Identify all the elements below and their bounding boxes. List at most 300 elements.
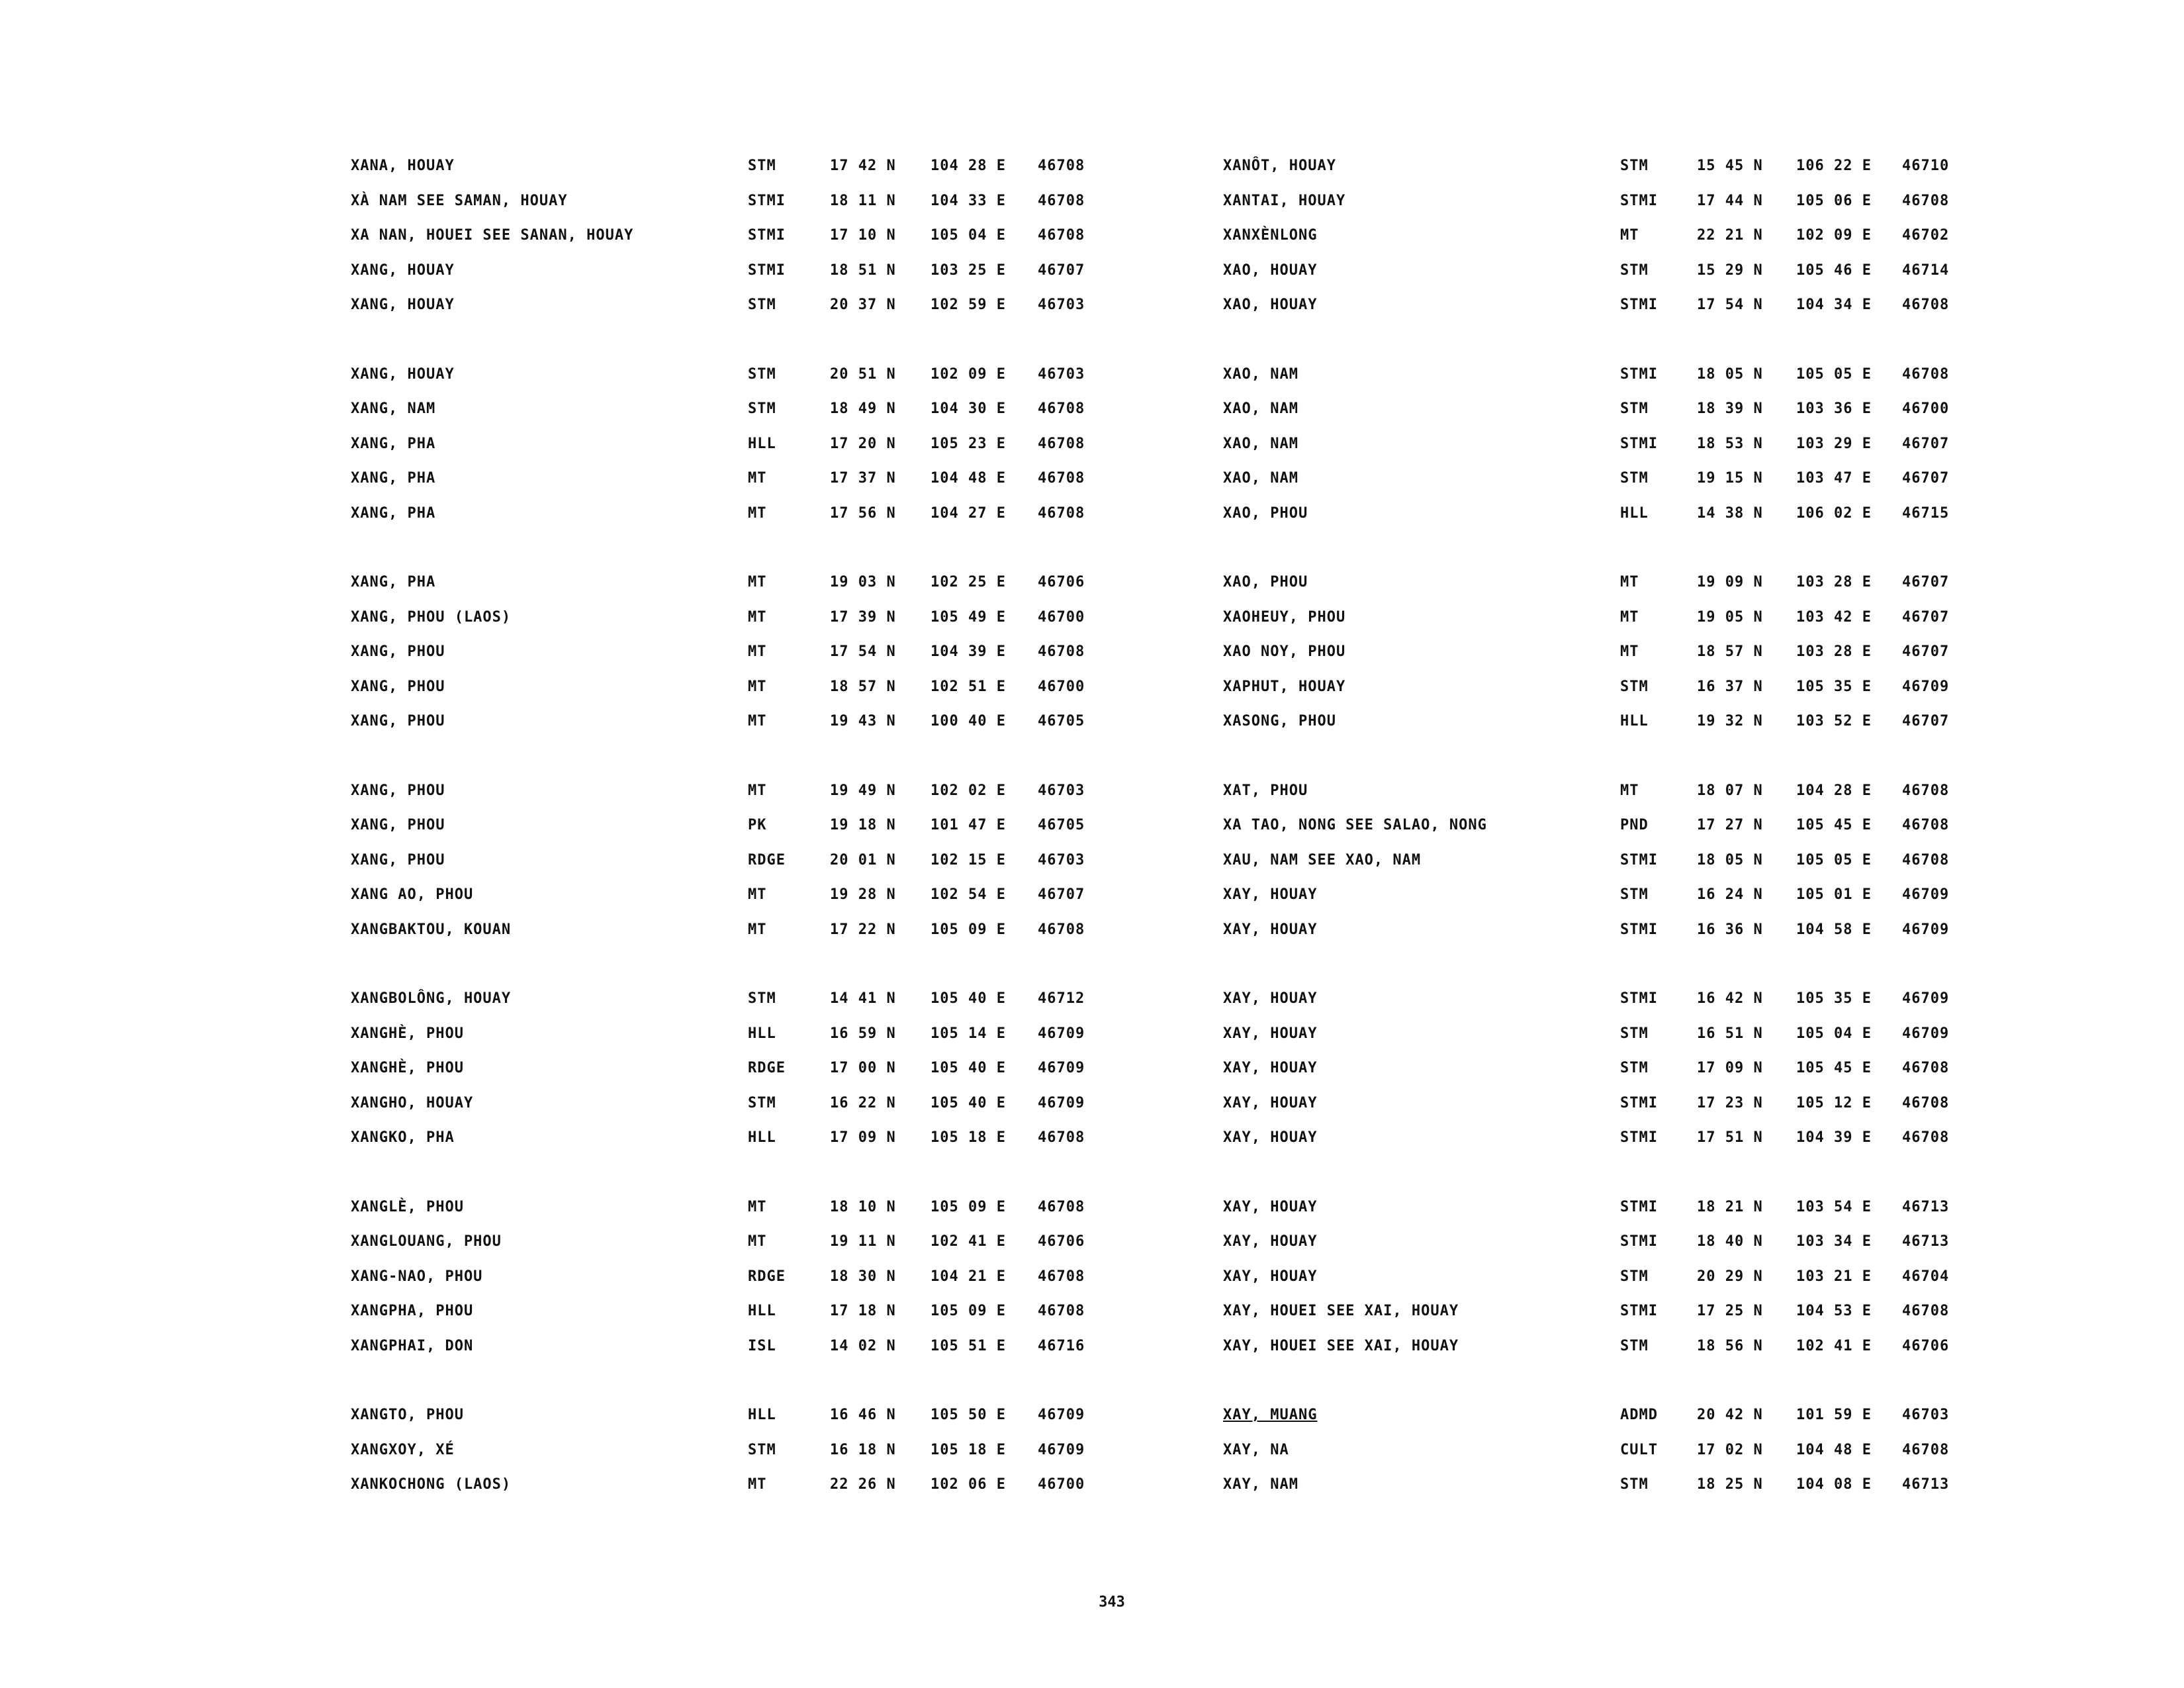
- latitude: 18 07 N: [1697, 782, 1763, 799]
- gazetteer-entry: [1223, 782, 2150, 818]
- feature-type: MT: [748, 713, 767, 729]
- map-code: 46709: [1902, 678, 1950, 695]
- feature-type: MT: [748, 886, 767, 903]
- longitude: 105 14 E: [931, 1025, 1006, 1042]
- feature-type: HLL: [748, 1407, 776, 1423]
- gazetteer-entry: [1223, 262, 2150, 297]
- gazetteer-entry: [351, 1129, 1277, 1164]
- map-code: 46707: [1902, 435, 1950, 452]
- gazetteer-entry: [1223, 921, 2150, 957]
- latitude: 16 59 N: [830, 1025, 896, 1042]
- longitude: 103 28 E: [1796, 643, 1872, 660]
- entry-name: XAY, MUANG: [1223, 1407, 1318, 1423]
- entry-name: XAO, PHOU: [1223, 504, 1308, 522]
- map-code: 46700: [1038, 678, 1085, 695]
- longitude: 105 09 E: [931, 921, 1006, 938]
- longitude: 104 30 E: [931, 400, 1006, 417]
- entry-name: XANG, PHA: [351, 574, 436, 590]
- longitude: 105 09 E: [931, 1198, 1006, 1215]
- map-code: 46708: [1902, 1129, 1950, 1146]
- gazetteer-entry: [1223, 1025, 2150, 1060]
- gazetteer-entry: [1223, 436, 2150, 471]
- map-code: 46708: [1902, 1060, 1950, 1076]
- entry-group: [351, 366, 1277, 540]
- latitude: 17 27 N: [1697, 817, 1763, 833]
- page-number: 343: [1099, 1594, 1125, 1611]
- longitude: 102 09 E: [931, 365, 1006, 383]
- longitude: 102 51 E: [931, 678, 1006, 695]
- longitude: 103 28 E: [1796, 574, 1872, 590]
- feature-type: STM: [748, 990, 776, 1007]
- map-code: 46706: [1038, 1233, 1085, 1250]
- map-code: 46707: [1902, 574, 1950, 590]
- feature-type: STMI: [1620, 1303, 1658, 1319]
- map-code: 46708: [1902, 1303, 1950, 1319]
- feature-type: STMI: [748, 261, 786, 279]
- entry-name: XAY, HOUAY: [1223, 1198, 1318, 1215]
- latitude: 14 38 N: [1697, 504, 1763, 522]
- map-code: 46707: [1902, 608, 1950, 626]
- latitude: 20 42 N: [1697, 1407, 1763, 1423]
- gazetteer-entry: [1223, 713, 2150, 748]
- entry-group: [1223, 782, 2150, 957]
- map-code: 46708: [1038, 158, 1085, 174]
- latitude: 16 24 N: [1697, 886, 1763, 903]
- feature-type: MT: [748, 782, 767, 799]
- latitude: 19 05 N: [1697, 608, 1763, 626]
- map-code: 46703: [1038, 782, 1085, 799]
- longitude: 105 40 E: [931, 1060, 1006, 1076]
- right-column: [1223, 158, 2150, 1546]
- longitude: 102 41 E: [931, 1233, 1006, 1250]
- longitude: 105 40 E: [931, 990, 1006, 1007]
- latitude: 18 40 N: [1697, 1233, 1763, 1250]
- entry-name: XANGHO, HOUAY: [351, 1094, 474, 1111]
- gazetteer-entry: [351, 679, 1277, 714]
- feature-type: STMI: [1620, 921, 1658, 938]
- longitude: 105 06 E: [1796, 192, 1872, 209]
- latitude: 17 54 N: [830, 643, 896, 660]
- gazetteer-entry: [1223, 505, 2150, 540]
- entry-name: XAY, HOUAY: [1223, 1025, 1318, 1042]
- feature-type: MT: [748, 1198, 767, 1215]
- longitude: 102 02 E: [931, 782, 1006, 799]
- longitude: 104 58 E: [1796, 921, 1872, 938]
- latitude: 19 15 N: [1697, 470, 1763, 487]
- map-code: 46700: [1038, 608, 1085, 626]
- longitude: 103 34 E: [1796, 1233, 1872, 1250]
- feature-type: PK: [748, 817, 767, 833]
- map-code: 46706: [1902, 1337, 1950, 1354]
- feature-type: STMI: [1620, 1233, 1658, 1250]
- feature-type: ADMD: [1620, 1407, 1658, 1423]
- longitude: 105 50 E: [931, 1407, 1006, 1423]
- gazetteer-entry: [351, 574, 1277, 609]
- gazetteer-entry: [351, 505, 1277, 540]
- latitude: 17 23 N: [1697, 1094, 1763, 1111]
- longitude: 103 54 E: [1796, 1198, 1872, 1215]
- map-code: 46709: [1902, 1025, 1950, 1042]
- longitude: 104 48 E: [1796, 1441, 1872, 1458]
- longitude: 105 35 E: [1796, 990, 1872, 1007]
- map-code: 46708: [1038, 470, 1085, 487]
- map-code: 46713: [1902, 1233, 1950, 1250]
- entry-group: [1223, 574, 2150, 748]
- entry-name: XÀ NAM SEE SAMAN, HOUAY: [351, 192, 568, 209]
- latitude: 17 10 N: [830, 227, 896, 244]
- entry-group: [351, 990, 1277, 1164]
- longitude: 105 09 E: [931, 1303, 1006, 1319]
- entry-name: XANGXOY, XÉ: [351, 1441, 455, 1458]
- entry-name: XANG, HOUAY: [351, 365, 455, 383]
- latitude: 16 36 N: [1697, 921, 1763, 938]
- feature-type: MT: [748, 574, 767, 590]
- entry-name: XAY, HOUAY: [1223, 990, 1318, 1007]
- longitude: 104 39 E: [1796, 1129, 1872, 1146]
- gazetteer-entry: [1223, 297, 2150, 332]
- latitude: 18 49 N: [830, 400, 896, 417]
- latitude: 17 37 N: [830, 470, 896, 487]
- map-code: 46704: [1902, 1268, 1950, 1285]
- entry-group: [351, 782, 1277, 957]
- map-code: 46707: [1038, 886, 1085, 903]
- feature-type: STM: [748, 158, 776, 174]
- latitude: 15 29 N: [1697, 261, 1763, 279]
- feature-type: STMI: [748, 227, 786, 244]
- feature-type: STMI: [1620, 435, 1658, 452]
- feature-type: MT: [748, 643, 767, 660]
- gazetteer-entry: [1223, 1268, 2150, 1303]
- latitude: 19 49 N: [830, 782, 896, 799]
- latitude: 18 05 N: [1697, 851, 1763, 868]
- gazetteer-entry: [1223, 1233, 2150, 1268]
- map-code: 46709: [1902, 886, 1950, 903]
- entry-name: XANA, HOUAY: [351, 158, 455, 174]
- longitude: 105 18 E: [931, 1129, 1006, 1146]
- map-code: 46708: [1902, 1441, 1950, 1458]
- gazetteer-entry: [351, 366, 1277, 401]
- gazetteer-entry: [351, 817, 1277, 852]
- entry-name: XASONG, PHOU: [1223, 713, 1336, 729]
- latitude: 16 22 N: [830, 1094, 896, 1111]
- entry-name: XAO, NAM: [1223, 365, 1298, 383]
- latitude: 18 21 N: [1697, 1198, 1763, 1215]
- gazetteer-entry: [351, 1338, 1277, 1373]
- map-code: 46709: [1038, 1060, 1085, 1076]
- gazetteer-entry: [351, 1303, 1277, 1338]
- gazetteer-entry: [351, 782, 1277, 818]
- feature-type: STM: [1620, 678, 1649, 695]
- latitude: 22 26 N: [830, 1476, 896, 1493]
- entry-name: XAOHEUY, PHOU: [1223, 608, 1346, 626]
- latitude: 18 39 N: [1697, 400, 1763, 417]
- latitude: 18 56 N: [1697, 1337, 1763, 1354]
- longitude: 103 21 E: [1796, 1268, 1872, 1285]
- entry-name: XAY, HOUEI SEE XAI, HOUAY: [1223, 1337, 1459, 1354]
- entry-name: XANG, PHOU: [351, 782, 445, 799]
- map-code: 46708: [1902, 297, 1950, 313]
- feature-type: HLL: [748, 435, 776, 452]
- entry-group: [1223, 366, 2150, 540]
- feature-type: STM: [1620, 1060, 1649, 1076]
- latitude: 17 51 N: [1697, 1129, 1763, 1146]
- feature-type: PND: [1620, 817, 1649, 833]
- gazetteer-entry: [1223, 852, 2150, 887]
- longitude: 102 06 E: [931, 1476, 1006, 1493]
- latitude: 17 20 N: [830, 435, 896, 452]
- longitude: 104 28 E: [931, 158, 1006, 174]
- longitude: 103 25 E: [931, 261, 1006, 279]
- map-code: 46709: [1038, 1025, 1085, 1042]
- entry-group: [351, 1407, 1277, 1511]
- gazetteer-entry: [351, 852, 1277, 887]
- feature-type: STM: [1620, 470, 1649, 487]
- latitude: 19 18 N: [830, 817, 896, 833]
- feature-type: STMI: [1620, 1198, 1658, 1215]
- longitude: 105 46 E: [1796, 261, 1872, 279]
- map-code: 46708: [1902, 782, 1950, 799]
- map-code: 46708: [1902, 192, 1950, 209]
- entry-group: [351, 1199, 1277, 1373]
- gazetteer-entry: [1223, 1338, 2150, 1373]
- map-code: 46709: [1038, 1094, 1085, 1111]
- latitude: 19 28 N: [830, 886, 896, 903]
- map-code: 46709: [1038, 1441, 1085, 1458]
- feature-type: STM: [1620, 1025, 1649, 1042]
- entry-group: [1223, 1407, 2150, 1511]
- feature-type: HLL: [748, 1303, 776, 1319]
- entry-name: XANGKO, PHA: [351, 1129, 455, 1146]
- map-code: 46708: [1902, 365, 1950, 383]
- feature-type: STMI: [1620, 365, 1658, 383]
- gazetteer-entry: [1223, 366, 2150, 401]
- entry-name: XAO, HOUAY: [1223, 261, 1318, 279]
- entry-group: [351, 574, 1277, 748]
- feature-type: HLL: [1620, 713, 1649, 729]
- gazetteer-entry: [351, 1442, 1277, 1477]
- longitude: 105 04 E: [931, 227, 1006, 244]
- feature-type: MT: [748, 470, 767, 487]
- longitude: 103 52 E: [1796, 713, 1872, 729]
- longitude: 104 08 E: [1796, 1476, 1872, 1493]
- gazetteer-entry: [351, 1407, 1277, 1442]
- map-code: 46703: [1038, 297, 1085, 313]
- gazetteer-entry: [1223, 158, 2150, 193]
- gazetteer-entry: [351, 1199, 1277, 1234]
- gazetteer-entry: [351, 262, 1277, 297]
- entry-name: XANGLÈ, PHOU: [351, 1198, 464, 1215]
- map-code: 46703: [1038, 365, 1085, 383]
- longitude: 102 54 E: [931, 886, 1006, 903]
- feature-type: ISL: [748, 1337, 776, 1354]
- entry-name: XAO, NAM: [1223, 435, 1298, 452]
- gazetteer-entry: [351, 470, 1277, 505]
- map-code: 46710: [1902, 158, 1950, 174]
- longitude: 106 22 E: [1796, 158, 1872, 174]
- longitude: 101 47 E: [931, 817, 1006, 833]
- map-code: 46708: [1902, 851, 1950, 868]
- entry-name: XANG, NAM: [351, 400, 436, 417]
- feature-type: RDGE: [748, 851, 786, 868]
- entry-group: [1223, 1199, 2150, 1373]
- feature-type: STM: [1620, 1268, 1649, 1285]
- gazetteer-entry: [1223, 886, 2150, 921]
- gazetteer-entry: [1223, 1407, 2150, 1442]
- map-code: 46708: [1038, 227, 1085, 244]
- entry-name: XANGHÈ, PHOU: [351, 1060, 464, 1076]
- gazetteer-entry: [351, 713, 1277, 748]
- latitude: 19 32 N: [1697, 713, 1763, 729]
- gazetteer-entry: [1223, 1303, 2150, 1338]
- gazetteer-entry: [351, 990, 1277, 1025]
- feature-type: CULT: [1620, 1441, 1658, 1458]
- entry-name: XANGLOUANG, PHOU: [351, 1233, 502, 1250]
- map-code: 46700: [1038, 1476, 1085, 1493]
- latitude: 16 46 N: [830, 1407, 896, 1423]
- map-code: 46708: [1038, 643, 1085, 660]
- map-code: 46707: [1038, 261, 1085, 279]
- feature-type: STM: [1620, 261, 1649, 279]
- gazetteer-entry: [351, 1233, 1277, 1268]
- entry-name: XANG, PHOU: [351, 713, 445, 729]
- gazetteer-entry: [351, 1025, 1277, 1060]
- entry-name: XAT, PHOU: [1223, 782, 1308, 799]
- feature-type: MT: [1620, 574, 1639, 590]
- entry-name: XAO, PHOU: [1223, 574, 1308, 590]
- gazetteer-entry: [1223, 193, 2150, 228]
- gazetteer-entry: [1223, 1199, 2150, 1234]
- latitude: 17 56 N: [830, 504, 896, 522]
- longitude: 105 05 E: [1796, 365, 1872, 383]
- map-code: 46708: [1902, 817, 1950, 833]
- longitude: 103 47 E: [1796, 470, 1872, 487]
- gazetteer-entry: [1223, 609, 2150, 644]
- map-code: 46706: [1038, 574, 1085, 590]
- entry-name: XAO, NAM: [1223, 400, 1298, 417]
- map-code: 46716: [1038, 1337, 1085, 1354]
- gazetteer-entry: [351, 1476, 1277, 1511]
- longitude: 104 27 E: [931, 504, 1006, 522]
- feature-type: STM: [1620, 158, 1649, 174]
- entry-name: XAU, NAM SEE XAO, NAM: [1223, 851, 1422, 868]
- map-code: 46707: [1902, 470, 1950, 487]
- latitude: 18 57 N: [830, 678, 896, 695]
- entry-name: XANGPHA, PHOU: [351, 1303, 474, 1319]
- latitude: 17 54 N: [1697, 297, 1763, 313]
- gazetteer-entry: [351, 921, 1277, 957]
- latitude: 22 21 N: [1697, 227, 1763, 244]
- feature-type: MT: [748, 921, 767, 938]
- entry-name: XANGHÈ, PHOU: [351, 1025, 464, 1042]
- latitude: 17 42 N: [830, 158, 896, 174]
- latitude: 18 25 N: [1697, 1476, 1763, 1493]
- entry-name: XANG, HOUAY: [351, 261, 455, 279]
- map-code: 46705: [1038, 817, 1085, 833]
- latitude: 20 51 N: [830, 365, 896, 383]
- gazetteer-entry: [1223, 1060, 2150, 1095]
- longitude: 105 40 E: [931, 1094, 1006, 1111]
- map-code: 46708: [1038, 921, 1085, 938]
- map-code: 46707: [1902, 713, 1950, 729]
- longitude: 105 04 E: [1796, 1025, 1872, 1042]
- entry-name: XA TAO, NONG SEE SALAO, NONG: [1223, 817, 1487, 833]
- longitude: 105 49 E: [931, 608, 1006, 626]
- longitude: 100 40 E: [931, 713, 1006, 729]
- map-code: 46713: [1902, 1476, 1950, 1493]
- entry-name: XANG, PHOU: [351, 678, 445, 695]
- entry-name: XANGTO, PHOU: [351, 1407, 464, 1423]
- map-code: 46702: [1902, 227, 1950, 244]
- gazetteer-entry: [1223, 990, 2150, 1025]
- entry-name: XAY, HOUAY: [1223, 1233, 1318, 1250]
- feature-type: MT: [748, 1476, 767, 1493]
- latitude: 17 02 N: [1697, 1441, 1763, 1458]
- feature-type: STM: [748, 1441, 776, 1458]
- map-code: 46708: [1038, 504, 1085, 522]
- map-code: 46703: [1038, 851, 1085, 868]
- entry-name: XAO, HOUAY: [1223, 297, 1318, 313]
- latitude: 17 25 N: [1697, 1303, 1763, 1319]
- entry-name: XANG-NAO, PHOU: [351, 1268, 483, 1285]
- latitude: 16 18 N: [830, 1441, 896, 1458]
- entry-name: XAO NOY, PHOU: [1223, 643, 1346, 660]
- entry-name: XANG, PHOU: [351, 851, 445, 868]
- longitude: 102 25 E: [931, 574, 1006, 590]
- feature-type: MT: [1620, 782, 1639, 799]
- entry-name: XAY, HOUEI SEE XAI, HOUAY: [1223, 1303, 1459, 1319]
- longitude: 104 48 E: [931, 470, 1006, 487]
- entry-name: XAY, NAM: [1223, 1476, 1298, 1493]
- gazetteer-entry: [351, 886, 1277, 921]
- gazetteer-entry: [351, 158, 1277, 193]
- feature-type: MT: [1620, 608, 1639, 626]
- gazetteer-entry: [351, 227, 1277, 262]
- longitude: 105 05 E: [1796, 851, 1872, 868]
- entry-name: XAY, HOUAY: [1223, 1094, 1318, 1111]
- map-code: 46709: [1038, 1407, 1085, 1423]
- longitude: 105 18 E: [931, 1441, 1006, 1458]
- feature-type: STM: [1620, 886, 1649, 903]
- feature-type: STM: [748, 1094, 776, 1111]
- map-code: 46708: [1038, 192, 1085, 209]
- gazetteer-entry: [1223, 470, 2150, 505]
- entry-name: XANG AO, PHOU: [351, 886, 474, 903]
- longitude: 101 59 E: [1796, 1407, 1872, 1423]
- feature-type: RDGE: [748, 1268, 786, 1285]
- latitude: 18 05 N: [1697, 365, 1763, 383]
- latitude: 17 22 N: [830, 921, 896, 938]
- feature-type: HLL: [748, 1129, 776, 1146]
- entry-name: XAY, HOUAY: [1223, 1129, 1318, 1146]
- longitude: 105 01 E: [1796, 886, 1872, 903]
- entry-name: XANG, PHOU (LAOS): [351, 608, 512, 626]
- gazetteer-entry: [351, 1095, 1277, 1130]
- longitude: 104 39 E: [931, 643, 1006, 660]
- entry-name: XANTAI, HOUAY: [1223, 192, 1346, 209]
- entry-name: XAY, HOUAY: [1223, 1268, 1318, 1285]
- entry-name: XANG, PHA: [351, 470, 436, 487]
- latitude: 18 57 N: [1697, 643, 1763, 660]
- feature-type: STMI: [1620, 1094, 1658, 1111]
- gazetteer-entry: [351, 193, 1277, 228]
- entry-name: XANGBAKTOU, KOUAN: [351, 921, 512, 938]
- gazetteer-entry: [351, 1268, 1277, 1303]
- feature-type: STM: [748, 400, 776, 417]
- gazetteer-entry: [351, 1060, 1277, 1095]
- entry-group: [351, 158, 1277, 332]
- latitude: 20 29 N: [1697, 1268, 1763, 1285]
- latitude: 19 03 N: [830, 574, 896, 590]
